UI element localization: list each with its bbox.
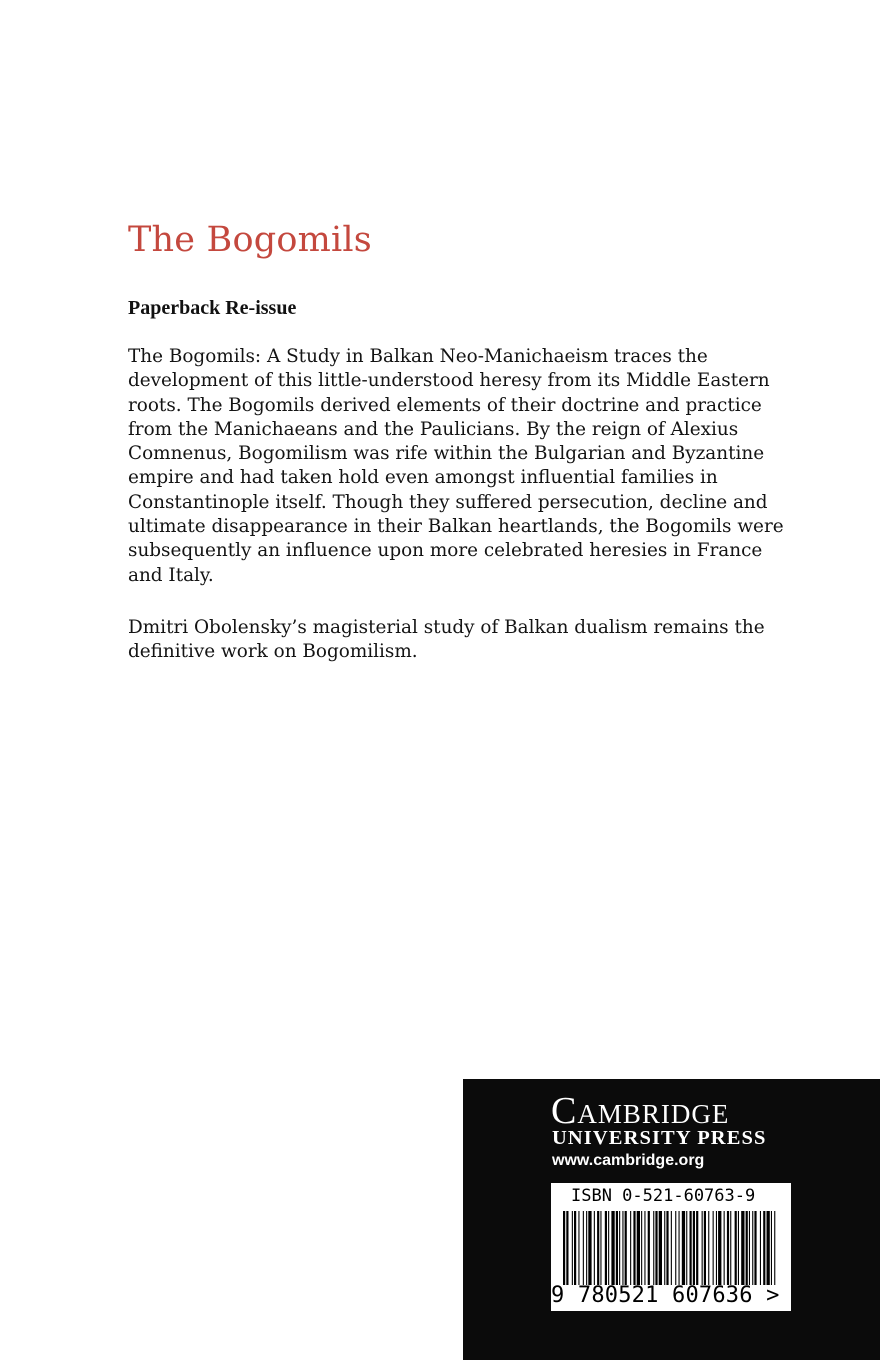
barcode-bar <box>605 1211 607 1285</box>
barcode-bar <box>730 1211 731 1285</box>
description-line: Comnenus, Bogomilism was rife within the Bulgarian and Byzantine <box>128 443 765 465</box>
barcode-bar <box>574 1211 576 1285</box>
barcode-bar <box>630 1211 631 1285</box>
barcode-bar <box>666 1211 668 1285</box>
barcode-bar <box>588 1211 591 1285</box>
description-paragraph <box>128 345 784 588</box>
barcode-bar <box>608 1211 609 1285</box>
barcode-bar <box>659 1211 662 1285</box>
barcode-box <box>551 1183 791 1311</box>
barcode-bar <box>686 1211 687 1285</box>
barcode-bar <box>679 1211 680 1285</box>
barcode-bar <box>752 1211 753 1285</box>
barcode-bar <box>702 1211 703 1285</box>
barcode-bar <box>767 1211 770 1285</box>
barcode-bar <box>622 1211 623 1285</box>
assessment-paragraph <box>128 616 768 665</box>
barcode-icon <box>563 1211 777 1285</box>
barcode-bar <box>727 1211 729 1285</box>
barcode-bar <box>716 1211 717 1285</box>
barcode-bar <box>616 1211 618 1285</box>
barcode-bar <box>774 1211 775 1285</box>
barcode-bar <box>600 1211 601 1285</box>
barcode-bar <box>713 1211 714 1285</box>
publisher-url: www.cambridge.org <box>552 1152 705 1169</box>
barcode-bar <box>637 1211 640 1285</box>
barcode-bar <box>724 1211 725 1285</box>
barcode-bar <box>653 1211 654 1285</box>
barcode-bar <box>708 1211 709 1285</box>
barcode-bar <box>760 1211 761 1285</box>
barcode-bar <box>696 1211 698 1285</box>
barcode-bar <box>566 1211 568 1285</box>
book-title: The Bogomils <box>128 220 372 260</box>
barcode-bar <box>746 1211 748 1285</box>
description-line: development of this little-understood heresy from its Middle Eastern <box>128 370 770 392</box>
barcode-bar <box>693 1211 695 1285</box>
barcode-bar <box>690 1211 692 1285</box>
barcode-bar <box>741 1211 744 1285</box>
description-line: from the Manichaeans and the Paulicians. By the reign of Alexius <box>128 418 739 440</box>
description-line: subsequently an influence upon more celebrated heresies in France <box>128 540 763 562</box>
barcode-bar <box>648 1211 650 1285</box>
barcode-bar <box>754 1211 756 1285</box>
barcode-bar <box>611 1211 614 1285</box>
barcode-bar <box>597 1211 599 1285</box>
description-line: roots. The Bogomils derived elements of their doctrine and practice <box>128 394 762 416</box>
barcode-bar <box>749 1211 750 1285</box>
barcode-bar <box>682 1211 685 1285</box>
description-line: The Bogomils: A Study in Balkan Neo-Manichaeism traces the <box>128 346 708 367</box>
barcode-bar <box>594 1211 595 1285</box>
barcode-bar <box>738 1211 739 1285</box>
assessment-line: definitive work on Bogomilism. <box>128 641 418 663</box>
barcode-bar <box>641 1211 642 1285</box>
barcode-bar <box>563 1211 565 1285</box>
barcode-bar <box>655 1211 657 1285</box>
barcode-bar <box>763 1211 765 1285</box>
barcode-bar <box>619 1211 620 1285</box>
barcode-bar <box>578 1211 579 1285</box>
edition-label: Paperback Re-issue <box>128 297 297 319</box>
publisher-name: Cambridge <box>551 1090 730 1132</box>
barcode-bar <box>771 1211 772 1285</box>
barcode-bar <box>735 1211 737 1285</box>
barcode-bar <box>586 1211 587 1285</box>
barcode-bar <box>625 1211 627 1285</box>
assessment-line: Dmitri Obolensky’s magisterial study of Balkan dualism remains the <box>128 617 765 638</box>
barcode-bar <box>675 1211 676 1285</box>
publisher-block <box>463 1079 880 1360</box>
barcode-bar <box>583 1211 584 1285</box>
barcode-bar <box>664 1211 665 1285</box>
barcode-bar <box>671 1211 672 1285</box>
barcode-bar <box>572 1211 573 1285</box>
barcode-bar <box>704 1211 706 1285</box>
isbn-text: ISBN 0-521-60763-9 <box>571 1186 756 1206</box>
barcode-bar <box>633 1211 635 1285</box>
publisher-subname: UNIVERSITY PRESS <box>552 1127 767 1149</box>
barcode-bar <box>644 1211 645 1285</box>
description-line: and Italy. <box>128 564 214 586</box>
barcode-bar <box>718 1211 721 1285</box>
description-line: Constantinople itself. Though they suffered persecution, decline and <box>128 491 768 513</box>
description-line: ultimate disappearance in their Balkan heartlands, the Bogomils were <box>128 516 784 538</box>
ean-text: 9 780521 607636 > <box>551 1283 780 1308</box>
description-line: empire and had taken hold even amongst influential families in <box>128 467 718 489</box>
